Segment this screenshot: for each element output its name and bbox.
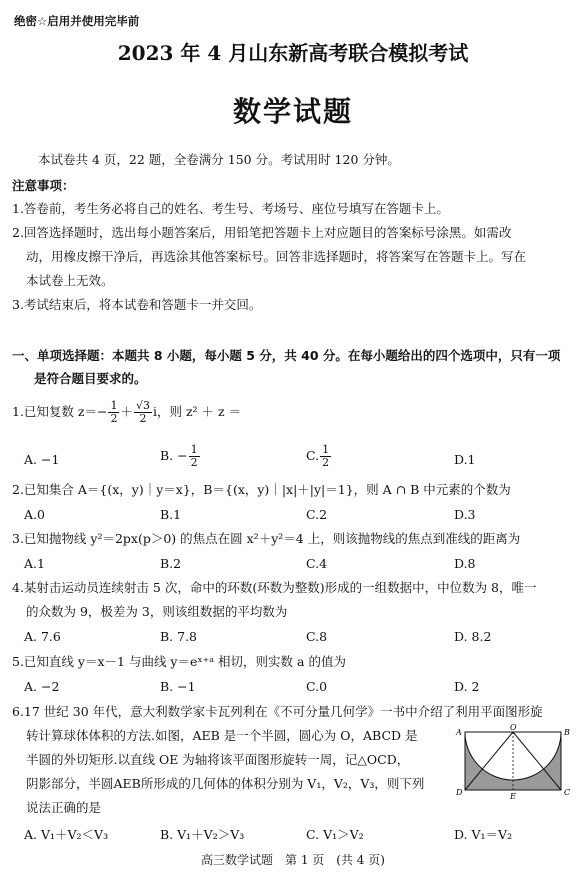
question-5: 5.已知直线 y＝x－1 与曲线 y＝eˣ⁺ᵃ 相切，则实数 a 的值为 — [12, 654, 346, 669]
q1-b-prefix: B. − — [160, 448, 188, 463]
label-a: A — [456, 728, 462, 737]
q1-b-num: 1 — [190, 443, 198, 456]
q1-option-b — [160, 444, 201, 469]
q3-option-a: A.1 — [24, 556, 45, 571]
intro-text: 本试卷共 4 页，22 题，全卷满分 150 分。考试用时 120 分钟。 — [38, 152, 400, 167]
section-heading-line2: 是符合题目要求的。 — [34, 371, 147, 386]
question-2: 2.已知集合 A＝{(x，y)｜y＝x}，B＝{(x，y)｜|x|＋|y|＝1}，则 A ∩ B 中元素的个数为 — [12, 482, 511, 497]
q5-option-b: B. −1 — [160, 679, 196, 694]
q1-plus: ＋ — [120, 404, 133, 419]
q1-b-den: 2 — [190, 456, 198, 469]
q1-option-d: D.1 — [454, 452, 476, 467]
q3-option-b: B.2 — [160, 556, 182, 571]
q1-b-fraction — [189, 444, 200, 469]
subject-title: 数学试题 — [232, 95, 353, 128]
notice-item-3: 3.考试结束后，将本试卷和答题卡一并交回。 — [12, 297, 262, 312]
q2-option-d: D.3 — [454, 507, 476, 522]
q5-option-d: D. 2 — [454, 679, 480, 694]
q1-c-fraction — [320, 444, 331, 469]
label-b: B — [564, 728, 570, 737]
q1-option-a: A. −1 — [24, 452, 60, 467]
q1-f1-num: 1 — [110, 399, 118, 412]
question-4-line2: 的众数为 9，极差为 3，则该组数据的平均数为 — [26, 604, 288, 619]
q6-figure — [455, 724, 573, 804]
q6-option-d: D. V₁＝V₂ — [454, 827, 513, 842]
q4-option-a: A. 7.6 — [24, 629, 61, 644]
q4-option-b: B. 7.8 — [160, 629, 198, 644]
question-3: 3.已知抛物线 y²＝2px(p＞0) 的焦点在圆 x²＋y²＝4 上，则该抛物线的焦点到准线的距离为 — [12, 531, 521, 546]
q1-f2-den: 2 — [139, 412, 147, 425]
label-d: D — [456, 788, 463, 797]
question-4-line1: 4.某射击运动员连续射击 5 次，命中的环数(环数为整数)形成的一组数据中，中位数为 8，唯一 — [12, 580, 537, 595]
page-footer: 高三数学试题 第 1 页 (共 4 页) — [201, 853, 385, 867]
q4-option-c: C.8 — [306, 629, 328, 644]
q6-option-a: A. V₁＋V₂＜V₃ — [24, 827, 109, 842]
q1-suffix: i，则 z² ＋ z ＝ — [153, 404, 242, 419]
q1-fraction-1 — [108, 400, 119, 425]
label-e: E — [510, 792, 516, 800]
q1-option-c — [306, 444, 332, 469]
notice-item-1: 1.答卷前，考生务必将自己的姓名、考生号、考场号、座位号填写在答题卡上。 — [12, 201, 449, 216]
q2-option-a: A.0 — [24, 507, 45, 522]
confidential-label: 绝密☆启用并使用完毕前 — [14, 14, 140, 28]
q6-option-c: C. V₁＞V₂ — [306, 827, 364, 842]
label-o: O — [510, 724, 517, 732]
q1-f1-den: 2 — [110, 412, 118, 425]
q1-c-den: 2 — [322, 456, 330, 469]
question-1 — [12, 400, 241, 425]
q4-option-d: D. 8.2 — [454, 629, 492, 644]
notice-item-2-line2: 动，用橡皮擦干净后，再选涂其他答案标号。回答非选择题时，将答案写在答题卡上。写在 — [26, 249, 527, 264]
notice-heading: 注意事项： — [12, 178, 75, 193]
question-6-line5: 说法正确的是 — [26, 800, 102, 815]
notice-item-2-line1: 2.回答选择题时，选出每小题答案后，用铅笔把答题卡上对应题目的答案标号涂黑。如需改 — [12, 225, 512, 240]
q3-option-d: D.8 — [454, 556, 476, 571]
question-6-line2: 转计算球体体积的方法.如图，AEB 是一个半圆，圆心为 O，ABCD 是 — [26, 728, 418, 743]
label-c: C — [564, 788, 571, 797]
q6-option-b: B. V₁＋V₂＞V₃ — [160, 827, 245, 842]
notice-item-2-line3: 本试卷上无效。 — [26, 273, 114, 288]
q3-option-c: C.4 — [306, 556, 328, 571]
question-6-line1: 6.17 世纪 30 年代，意大利数学家卡瓦列利在《不可分量几何学》一书中介绍了利用平面图形旋 — [12, 704, 543, 719]
q1-fraction-2 — [134, 400, 152, 425]
q1-c-num: 1 — [322, 443, 330, 456]
q1-prefix: 1.已知复数 z＝− — [12, 404, 108, 419]
section-heading-line1: 一、单项选择题：本题共 8 小题，每小题 5 分，共 40 分。在每小题给出的四个选项中，只有一项 — [12, 348, 561, 363]
question-6-line3: 半圆的外切矩形.以直线 OE 为轴将该平面图形旋转一周，记△OCD， — [26, 752, 410, 767]
q1-f2-num: √3 — [135, 399, 150, 412]
q2-option-c: C.2 — [306, 507, 328, 522]
q5-option-c: C.0 — [306, 679, 328, 694]
question-6-line4: 阴影部分，半圆AEB所形成的几何体的体积分别为 V₁，V₂，V₃，则下列 — [26, 776, 425, 791]
q5-option-a: A. −2 — [24, 679, 60, 694]
semicircle-rectangle-figure — [455, 724, 573, 800]
q1-c-prefix: C. — [306, 448, 320, 463]
q2-option-b: B.1 — [160, 507, 182, 522]
exam-title: 2023 年 4 月山东新高考联合模拟考试 — [117, 41, 469, 65]
